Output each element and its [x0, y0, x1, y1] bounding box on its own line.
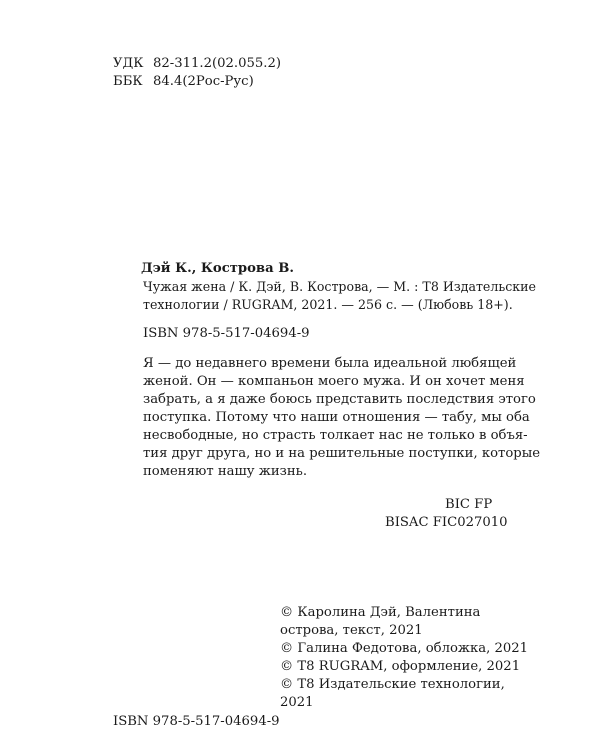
annotation-line: забрать, а я даже боюсь представить последствия этого	[143, 392, 536, 407]
annotation-line: Я — до недавнего времени была идеальной любящей	[143, 356, 517, 371]
bbk-value: 84.4(2Рос-Рус)	[153, 74, 254, 89]
bbk-label: ББК	[113, 74, 143, 89]
copyright-line: © Т8 RUGRAM, оформление, 2021	[280, 659, 521, 674]
annotation-line: несвободные, но страсть толкает нас не только в объя-	[143, 428, 528, 443]
annotation-line: поменяют нашу жизнь.	[143, 464, 308, 479]
bic-code: BIC FP	[445, 497, 493, 512]
copyright-line: © Т8 Издательские технологии,	[280, 677, 505, 692]
copyright-line: 2021	[280, 695, 314, 710]
isbn-bottom: ISBN 978-5-517-04694-9	[113, 714, 280, 729]
subject-codes	[385, 496, 508, 532]
annotation-line: поступка. Потому что наши отношения — табу, мы оба	[143, 410, 530, 425]
annotation-line: тия друг друга, но и на решительные поступки, которые	[143, 446, 541, 461]
annotation-line: женой. Он — компаньон моего мужа. И он хочет меня	[143, 374, 525, 389]
copyright-line: © Каролина Дэй, Валентина	[280, 605, 481, 620]
copyright-block	[280, 604, 529, 712]
copyright-line: © Галина Федотова, обложка, 2021	[280, 641, 529, 656]
authors-heading: Дэй К., Кострова В.	[141, 261, 294, 276]
isbn-top: ISBN 978-5-517-04694-9	[143, 326, 310, 341]
bibliographic-line: технологии / RUGRAM, 2021. — 256 с. — (Любовь 18+).	[143, 297, 513, 312]
bibliographic-record	[141, 260, 537, 314]
bisac-code: BISAC FIC027010	[385, 515, 508, 530]
bbk-row	[113, 73, 281, 91]
bibliographic-line: Чужая жена / К. Дэй, В. Кострова, — М. : Т8 Издательские	[143, 279, 537, 294]
copyright-line: острова, текст, 2021	[280, 623, 423, 638]
classification-block	[113, 55, 281, 91]
udc-value: 82-311.2(02.055.2)	[153, 56, 282, 71]
annotation	[143, 355, 541, 481]
udc-row	[113, 55, 281, 73]
udc-label: УДК	[113, 56, 144, 71]
